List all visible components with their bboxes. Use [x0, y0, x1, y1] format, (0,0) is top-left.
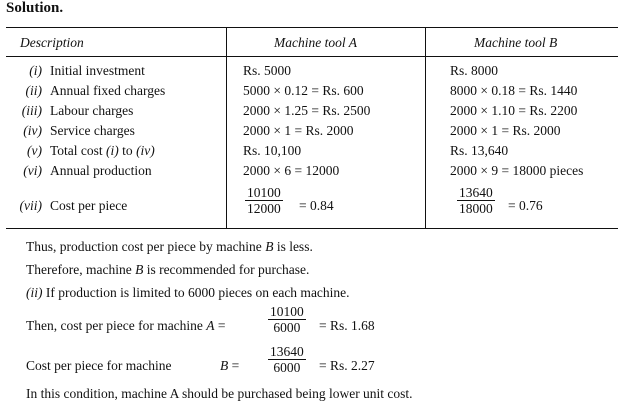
- equation-b-result: = Rs. 2.27: [319, 358, 375, 373]
- row-machine-b-value: 2000 × 1 = Rs. 2000: [450, 123, 561, 138]
- row-number: (iii): [21, 103, 42, 118]
- fraction-denominator: 6000: [273, 360, 301, 375]
- row-machine-a-value: 2000 × 1 = Rs. 2000: [243, 123, 354, 138]
- fraction-denominator: 6000: [273, 320, 301, 335]
- row-machine-b-value: 8000 × 0.18 = Rs. 1440: [450, 83, 578, 98]
- condition-line: [26, 285, 350, 301]
- fraction-denominator: 18000: [459, 201, 493, 216]
- equation-machine-b-label: Cost per piece for machine: [26, 358, 172, 373]
- table-header-rule: [6, 56, 618, 57]
- equals-sign: =: [228, 358, 240, 373]
- desc-text: Total cost: [50, 143, 107, 158]
- text-span: is recommended for purchase.: [143, 262, 310, 277]
- row-number: (vi): [23, 163, 42, 178]
- row-machine-a-value: 5000 × 0.12 = Rs. 600: [243, 83, 364, 98]
- machine-b-result: = 0.76: [508, 198, 543, 213]
- row-number: (i): [29, 63, 42, 78]
- row-machine-b-value: Rs. 13,640: [450, 143, 509, 158]
- machine-var: B: [265, 239, 274, 254]
- part-number: (ii): [26, 285, 43, 300]
- equation-a-fraction: [268, 304, 306, 335]
- cost-comparison-table: [6, 27, 618, 229]
- text-span: If production is limited to 6000 pieces on each machine.: [42, 285, 350, 300]
- machine-var: A: [206, 318, 215, 333]
- row-machine-b-value: 2000 × 1.10 = Rs. 2200: [450, 103, 578, 118]
- final-conclusion: In this condition, machine A should be purchased being lower unit cost.: [26, 386, 413, 401]
- desc-text-to: to: [118, 143, 137, 158]
- fraction-denominator: 12000: [247, 201, 281, 216]
- row-number: (vii): [19, 198, 42, 213]
- row-description: Cost per piece: [50, 198, 128, 213]
- row-description: Labour charges: [50, 103, 134, 118]
- desc-ref-iv: (iv): [136, 143, 155, 158]
- text-span: Therefore, machine: [26, 262, 136, 277]
- text-span: Then, cost per piece for machine: [26, 318, 207, 333]
- equation-b-fraction: [268, 344, 306, 375]
- header-machine-a: Machine tool A: [274, 35, 357, 50]
- row-machine-b-value: 2000 × 9 = 18000 pieces: [450, 163, 584, 178]
- equals-sign: =: [214, 318, 226, 333]
- fraction-numerator: 10100: [247, 185, 281, 200]
- solution-heading: Solution.: [6, 0, 64, 16]
- row-machine-a-value: Rs. 10,100: [243, 143, 302, 158]
- table-bottom-rule: [6, 228, 618, 229]
- text-span: Thus, production cost per piece by machine: [26, 239, 266, 254]
- machine-a-fraction: [245, 185, 283, 216]
- table-top-rule: [6, 27, 618, 28]
- machine-b-fraction: [457, 185, 495, 216]
- fraction-numerator: 13640: [270, 344, 304, 359]
- fraction-numerator: 13640: [459, 185, 493, 200]
- row-machine-a-value: Rs. 5000: [243, 63, 292, 78]
- machine-var: B: [135, 262, 144, 277]
- text-span: is less.: [273, 239, 313, 254]
- header-machine-b: Machine tool B: [474, 35, 558, 50]
- row-number: (iv): [23, 123, 42, 138]
- row-description: Annual production: [50, 163, 152, 178]
- desc-ref-i: (i): [106, 143, 119, 158]
- equation-machine-a-label: [26, 318, 226, 334]
- machine-var: B: [220, 358, 229, 373]
- equation-a-result: = Rs. 1.68: [319, 318, 375, 333]
- row-description: Initial investment: [50, 63, 145, 78]
- row-description: Service charges: [50, 123, 135, 138]
- table-column-divider-a: [226, 27, 227, 229]
- conclusion-line-2: [26, 262, 309, 278]
- row-machine-a-value: 2000 × 6 = 12000: [243, 163, 340, 178]
- equation-machine-b-var: [220, 358, 239, 374]
- row-number: (ii): [25, 83, 42, 98]
- table-column-divider-b: [425, 27, 426, 229]
- row-description: Annual fixed charges: [50, 83, 166, 98]
- row-description: [50, 143, 155, 159]
- fraction-numerator: 10100: [270, 304, 304, 319]
- header-description: Description: [20, 35, 84, 50]
- conclusion-line-1: [26, 239, 313, 255]
- row-number: (v): [27, 143, 42, 158]
- row-machine-a-value: 2000 × 1.25 = Rs. 2500: [243, 103, 371, 118]
- row-machine-b-value: Rs. 8000: [450, 63, 499, 78]
- machine-a-result: = 0.84: [299, 198, 334, 213]
